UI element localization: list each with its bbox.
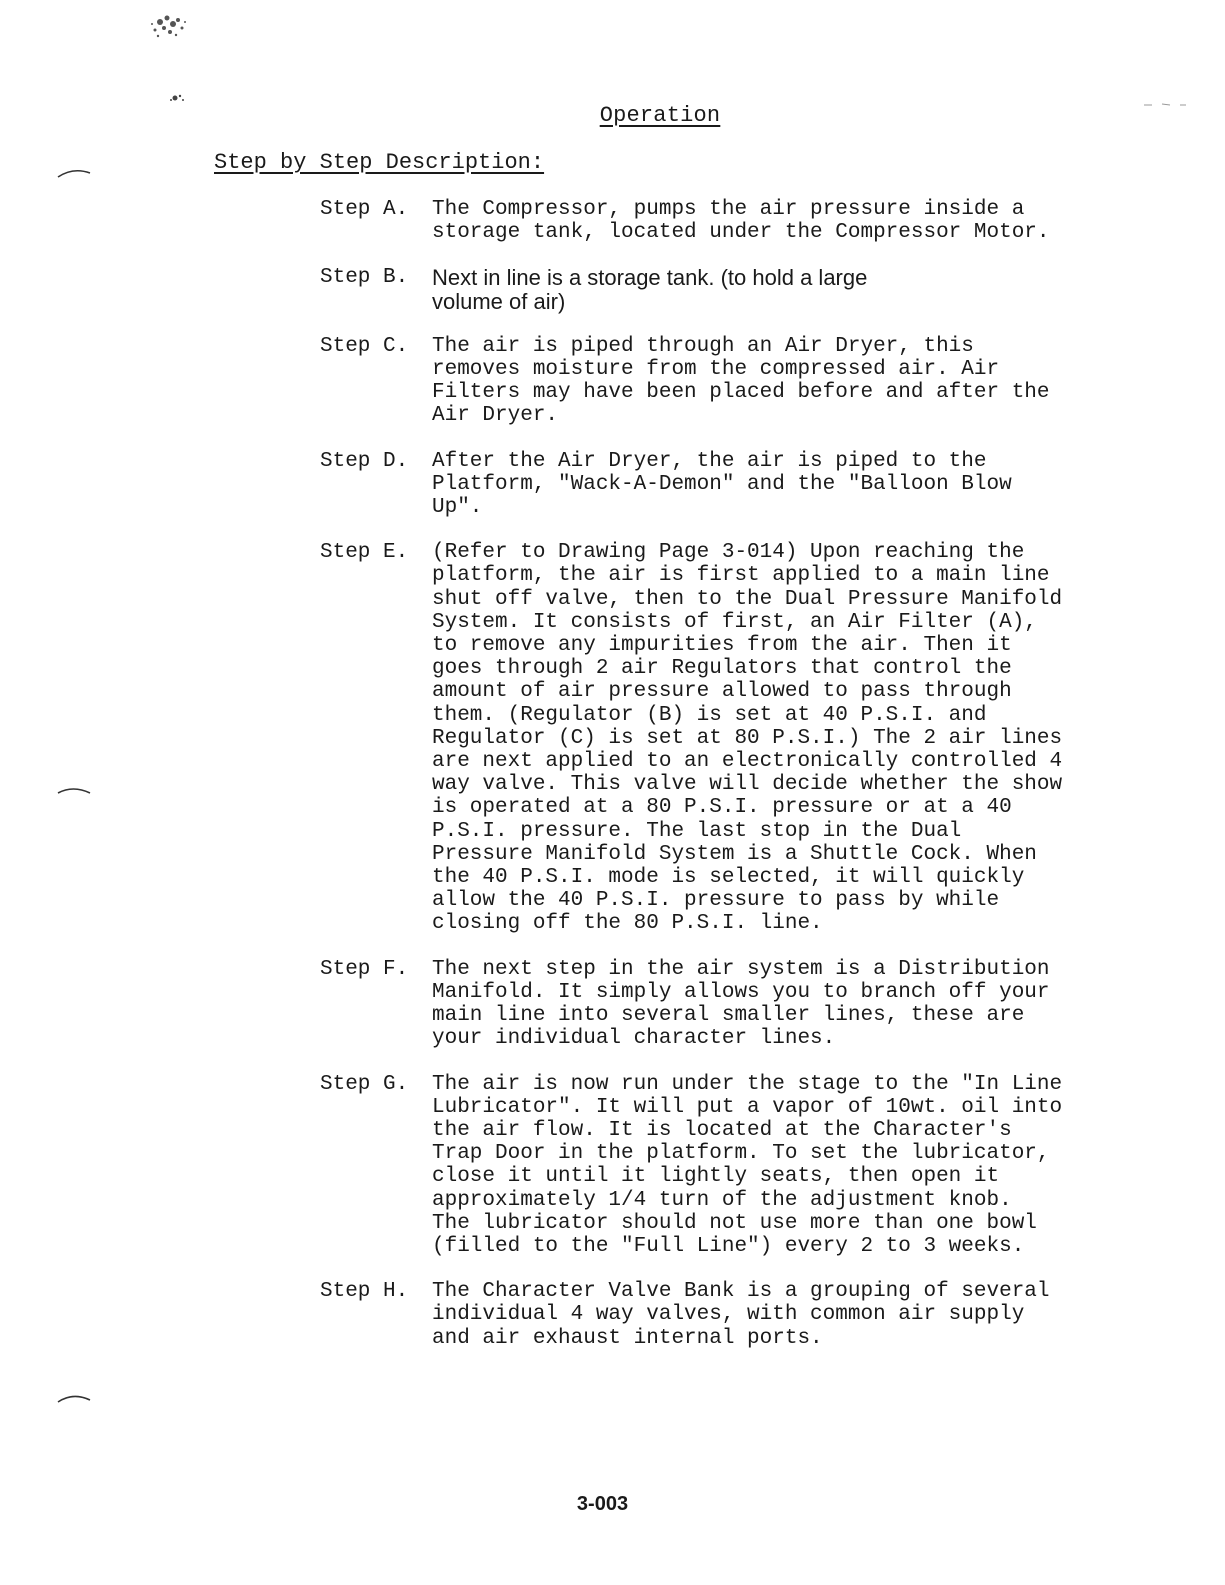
scan-speck-top-left (140, 8, 210, 48)
step-label: Step E. (320, 541, 409, 565)
binder-hole-mark-top (55, 165, 95, 181)
step-label: Step D. (320, 449, 409, 473)
binder-hole-mark-middle (55, 783, 95, 799)
step-text: (Refer to Drawing Page 3-014) Upon reaching the platform, the air is first applied to a main line shut off valve, then to the Dual Pressure Manifold System. It consists of first, an Air Filter (A), to remove any impurities from the air. Then it goes through 2 air Regulators that control the amount of air pressure allowed to pass through them. (Regulator (B) is set at 40 P.S.I. and Regulator (C) is set at 80 P.S.I.) The 2 air lines are next applied to an electronically controlled 4 way valve. This valve will decide whether the show is operated at a 80 P.S.I. pressure or at a 40 P.S.I. pressure. The last stop in the Dual Pressure Manifold System is a Shuttle Cock. When the 40 P.S.I. mode is selected, it will quickly allow the 40 P.S.I. pressure to pass by while closing off the 80 P.S.I. line. (432, 541, 1063, 936)
step-item (320, 450, 1150, 520)
step-label: Step F. (320, 957, 409, 981)
step-label: Step H. (320, 1280, 409, 1304)
step-item (320, 958, 1150, 1051)
step-item (320, 266, 1150, 312)
step-text: The air is piped through an Air Dryer, this removes moisture from the compressed air. Air Filters may have been placed before and after the Air Dryer. (432, 334, 1050, 428)
step-item (320, 335, 1150, 428)
step-item (320, 198, 1150, 244)
binder-hole-mark-bottom (55, 1390, 95, 1406)
step-item (320, 541, 1150, 935)
step-text: Next in line is a storage tank. (to hold a large volume of air) (432, 265, 868, 314)
step-text: The Compressor, pumps the air pressure inside a storage tank, located under the Compressor Motor. (432, 198, 1050, 245)
page-title: Operation (599, 103, 721, 128)
section-heading: Step by Step Description: (214, 150, 545, 175)
step-text: The Character Valve Bank is a grouping of several individual 4 way valves, with common air supply and air exhaust internal ports. (432, 1280, 1050, 1350)
step-text: After the Air Dryer, the air is piped to the Platform, "Wack-A-Demon" and the "Balloon Blow Up". (432, 449, 1012, 520)
step-label: Step G. (320, 1072, 409, 1096)
step-item (320, 1073, 1150, 1259)
step-text: The air is now run under the stage to the "In Line Lubricator". It will put a vapor of 10wt. oil into the air flow. It is located at the Character's Trap Door in the platform. To set the lubricator, close it until it lightly seats, then open it approximately 1/4 turn of the adjustment knob. The lubricator should not use more than one bowl (filled to the "Full Line") every 2 to 3 weeks. (432, 1072, 1063, 1258)
step-label: Step C. (320, 334, 409, 358)
step-item (320, 1280, 1150, 1350)
step-list (320, 198, 1150, 1372)
step-label: Step A. (320, 198, 409, 221)
page-number: 3-003 (576, 1493, 629, 1515)
step-label: Step B. (320, 266, 409, 290)
step-text: The next step in the air system is a Distribution Manifold. It simply allows you to branch off your main line into several smaller lines, these are your individual character lines. (432, 957, 1050, 1051)
